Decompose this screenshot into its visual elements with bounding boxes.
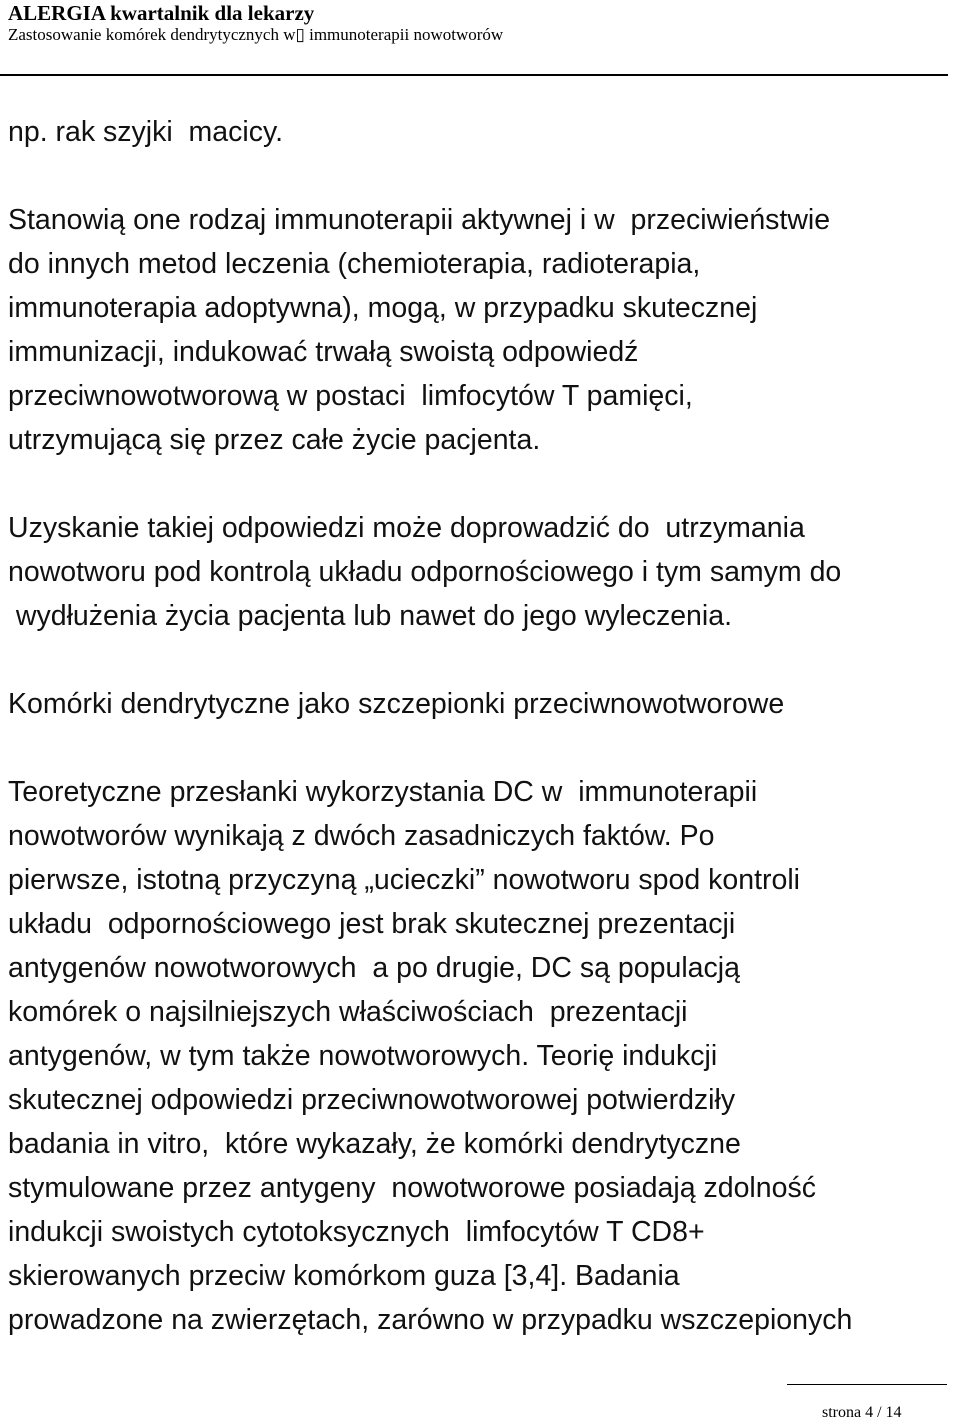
journal-title: ALERGIA kwartalnik dla lekarzy — [8, 1, 315, 25]
section-heading — [8, 682, 958, 726]
footer-divider — [787, 1384, 947, 1385]
article-body — [8, 110, 958, 1342]
paragraph-gap — [8, 154, 958, 198]
text-line: prowadzone na zwierzętach, zarówno w przypadku wszczepionych — [8, 1304, 853, 1336]
paragraph-5 — [8, 770, 958, 1342]
text-line: skutecznej odpowiedzi przeciwnowotworowej potwierdziły — [8, 1084, 736, 1116]
paragraph-2 — [8, 198, 958, 462]
page-header — [8, 0, 948, 45]
text-line: pierwsze, istotną przyczyną „ucieczki” nowotworu spod kontroli — [8, 864, 800, 896]
text-line: do innych metod leczenia (chemioterapia, radioterapia, — [8, 248, 701, 280]
text-line: stymulowane przez antygeny nowotworowe posiadają zdolność — [8, 1172, 816, 1204]
text-line: np. rak szyjki macicy. — [8, 116, 284, 148]
article-title: Zastosowanie komórek dendrytycznych w▯ immunoterapii nowotworów — [8, 25, 504, 44]
text-line: antygenów, w tym także nowotworowych. Teorię indukcji — [8, 1040, 718, 1072]
paragraph-3 — [8, 506, 958, 638]
text-line: immunizacji, indukować trwałą swoistą odpowiedź — [8, 336, 639, 368]
text-line: Teoretyczne przesłanki wykorzystania DC w immunoterapii — [8, 776, 758, 808]
paragraph-1 — [8, 110, 958, 154]
text-line: antygenów nowotworowych a po drugie, DC są populacją — [8, 952, 740, 984]
text-line: skierowanych przeciw komórkom guza [3,4]. Badania — [8, 1260, 680, 1292]
text-line: indukcji swoistych cytotoksycznych limfocytów T CD8+ — [8, 1216, 705, 1248]
text-line: utrzymującą się przez całe życie pacjenta. — [8, 424, 541, 456]
paragraph-gap — [8, 462, 958, 506]
text-line: komórek o najsilniejszych właściwościach prezentacji — [8, 996, 688, 1028]
page-number: strona 4 / 14 — [822, 1404, 902, 1421]
text-line: Uzyskanie takiej odpowiedzi może doprowadzić do utrzymania — [8, 512, 805, 544]
paragraph-gap — [8, 638, 958, 682]
text-line: przeciwnowotworową w postaci limfocytów T pamięci, — [8, 380, 693, 412]
text-line: układu odpornościowego jest brak skutecznej prezentacji — [8, 908, 736, 940]
text-line: wydłużenia życia pacjenta lub nawet do jego wyleczenia. — [8, 600, 733, 632]
paragraph-gap — [8, 726, 958, 770]
text-line: nowotworu pod kontrolą układu odpornościowego i tym samym do — [8, 556, 842, 588]
text-line: Stanowią one rodzaj immunoterapii aktywnej i w przeciwieństwie — [8, 204, 831, 236]
section-heading-text: Komórki dendrytyczne jako szczepionki przeciwnowotworowe — [8, 688, 785, 720]
text-line: badania in vitro, które wykazały, że komórki dendrytyczne — [8, 1128, 741, 1160]
text-line: immunoterapia adoptywna), mogą, w przypadku skutecznej — [8, 292, 758, 324]
header-divider — [0, 74, 948, 76]
text-line: nowotworów wynikają z dwóch zasadniczych faktów. Po — [8, 820, 715, 852]
